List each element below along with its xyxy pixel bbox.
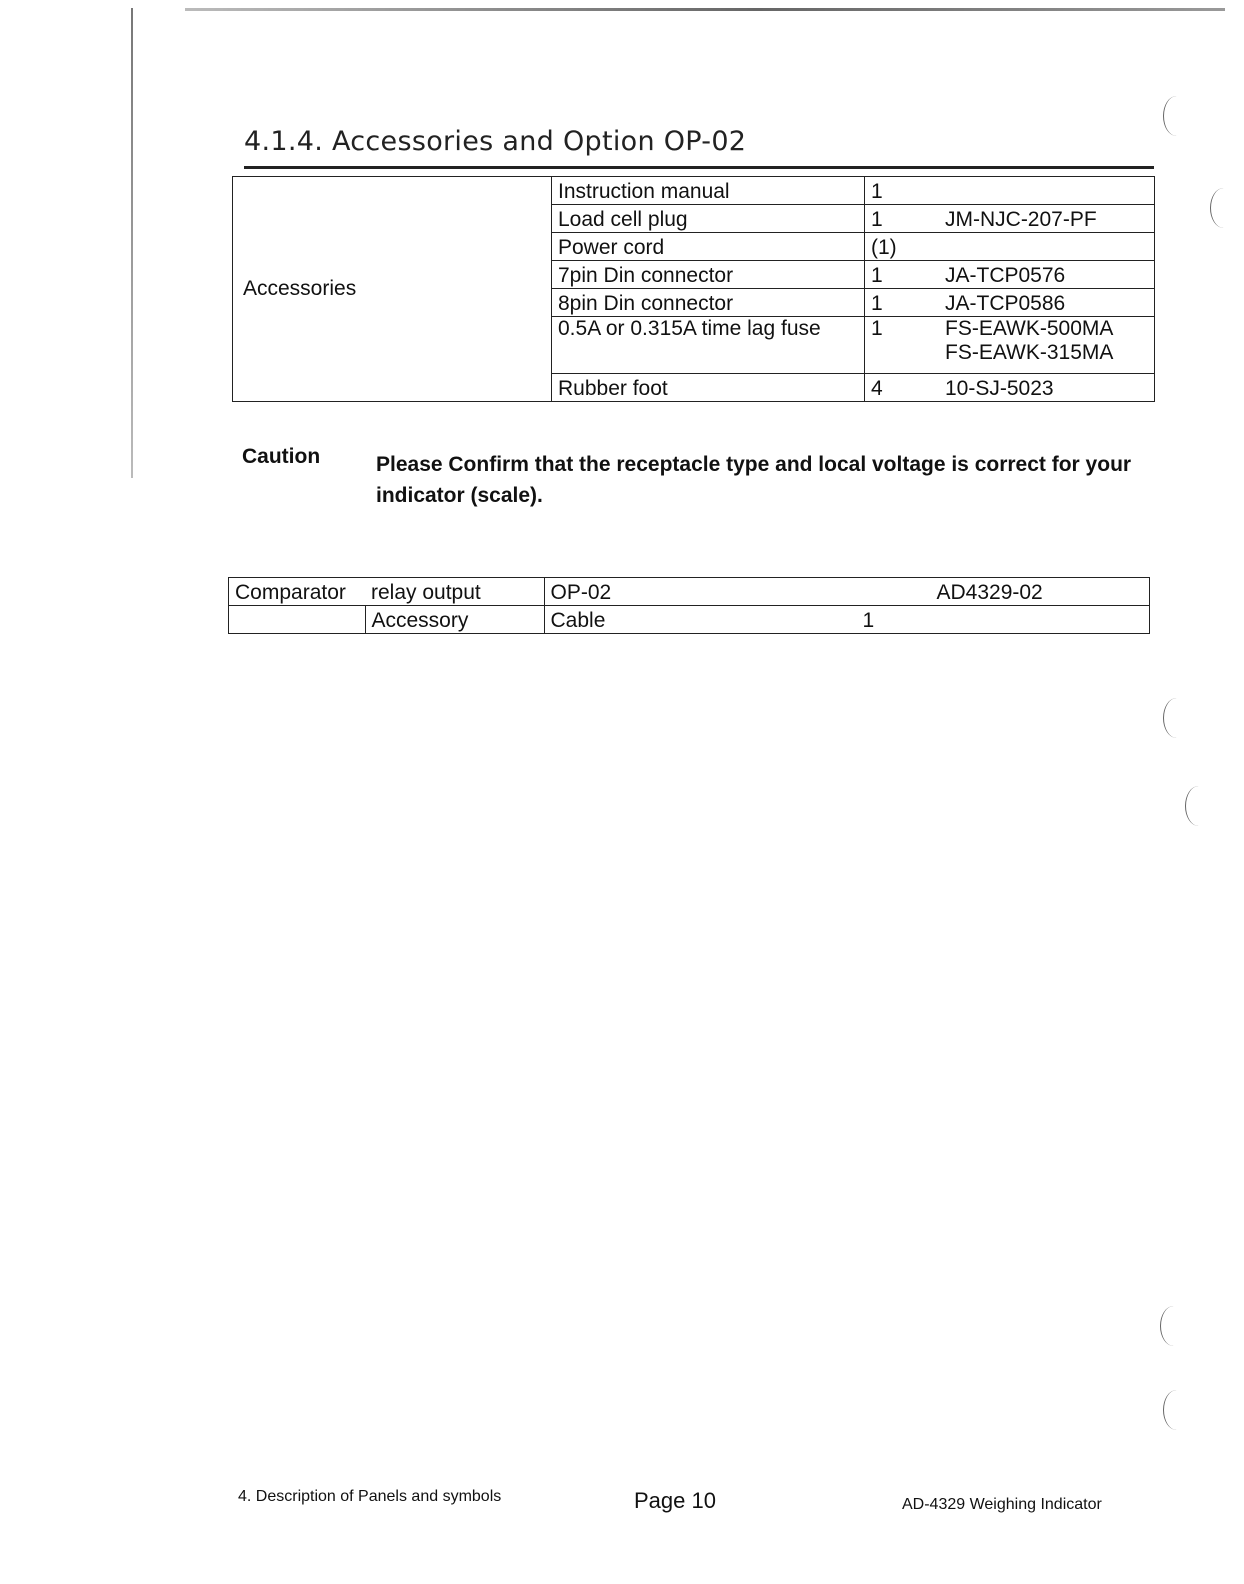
accessory-code: FS-EAWK-500MA	[945, 317, 1114, 340]
accessory-item: 0.5A or 0.315A time lag fuse	[552, 317, 865, 374]
scan-edge-top	[185, 8, 1225, 11]
binder-hole-mark	[1210, 188, 1237, 228]
accessory-code: JM-NJC-207-PF	[939, 205, 1155, 233]
footer-chapter: 4. Description of Panels and symbols	[238, 1488, 502, 1505]
option-model: OP-02	[544, 578, 857, 606]
caution-text: Please Confirm that the receptacle type and local voltage is correct for your indicator (scale).	[376, 453, 1132, 507]
option-item-qty: 1	[857, 606, 931, 634]
accessory-qty: 1	[865, 289, 940, 317]
binder-hole-mark	[1163, 698, 1190, 738]
table-row	[229, 578, 1150, 606]
accessory-code: JA-TCP0576	[939, 261, 1155, 289]
accessory-code-alt: FS-EAWK-315MA	[945, 341, 1114, 364]
table-row	[229, 606, 1150, 634]
accessory-item: Load cell plug	[552, 205, 865, 233]
accessory-qty: 1	[865, 317, 940, 374]
accessory-code: 10-SJ-5023	[939, 374, 1155, 402]
accessory-code	[939, 177, 1155, 205]
footer-page-number: Page 10	[634, 1488, 716, 1513]
accessories-table	[232, 176, 1155, 402]
binder-hole-mark	[1185, 786, 1212, 826]
option-name-part-a: Comparator	[229, 578, 366, 606]
accessory-item: Instruction manual	[552, 177, 865, 205]
accessory-item: 7pin Din connector	[552, 261, 865, 289]
accessory-item: Power cord	[552, 233, 865, 261]
binder-hole-mark	[1163, 1390, 1190, 1430]
option-item: Cable	[544, 606, 857, 634]
section-heading: 4.1.4. Accessories and Option OP-02	[244, 126, 747, 157]
option-name-part-b: relay output	[365, 578, 544, 606]
heading-underline	[244, 166, 1154, 169]
accessory-qty: 1	[865, 261, 940, 289]
option-blank-cell	[229, 606, 366, 634]
option-sub-label: Accessory	[365, 606, 544, 634]
binder-hole-mark	[1163, 96, 1190, 136]
accessory-item: Rubber foot	[552, 374, 865, 402]
option-item-code	[931, 606, 1150, 634]
accessory-qty: 1	[865, 205, 940, 233]
table-row	[233, 177, 1155, 205]
option-table	[228, 577, 1150, 634]
accessory-qty: (1)	[865, 233, 940, 261]
accessory-item: 8pin Din connector	[552, 289, 865, 317]
accessory-qty: 4	[865, 374, 940, 402]
accessory-qty: 1	[865, 177, 940, 205]
caution-label: Caution	[242, 445, 321, 468]
binder-hole-mark	[1160, 1306, 1187, 1346]
accessories-group-label: Accessories	[233, 177, 552, 402]
footer-product: AD-4329 Weighing Indicator	[902, 1496, 1102, 1513]
accessory-code-pair	[939, 317, 1155, 374]
option-code: AD4329-02	[931, 578, 1150, 606]
accessory-code: JA-TCP0586	[939, 289, 1155, 317]
scan-edge-left	[131, 8, 133, 478]
option-qty	[857, 578, 931, 606]
accessory-code	[939, 233, 1155, 261]
